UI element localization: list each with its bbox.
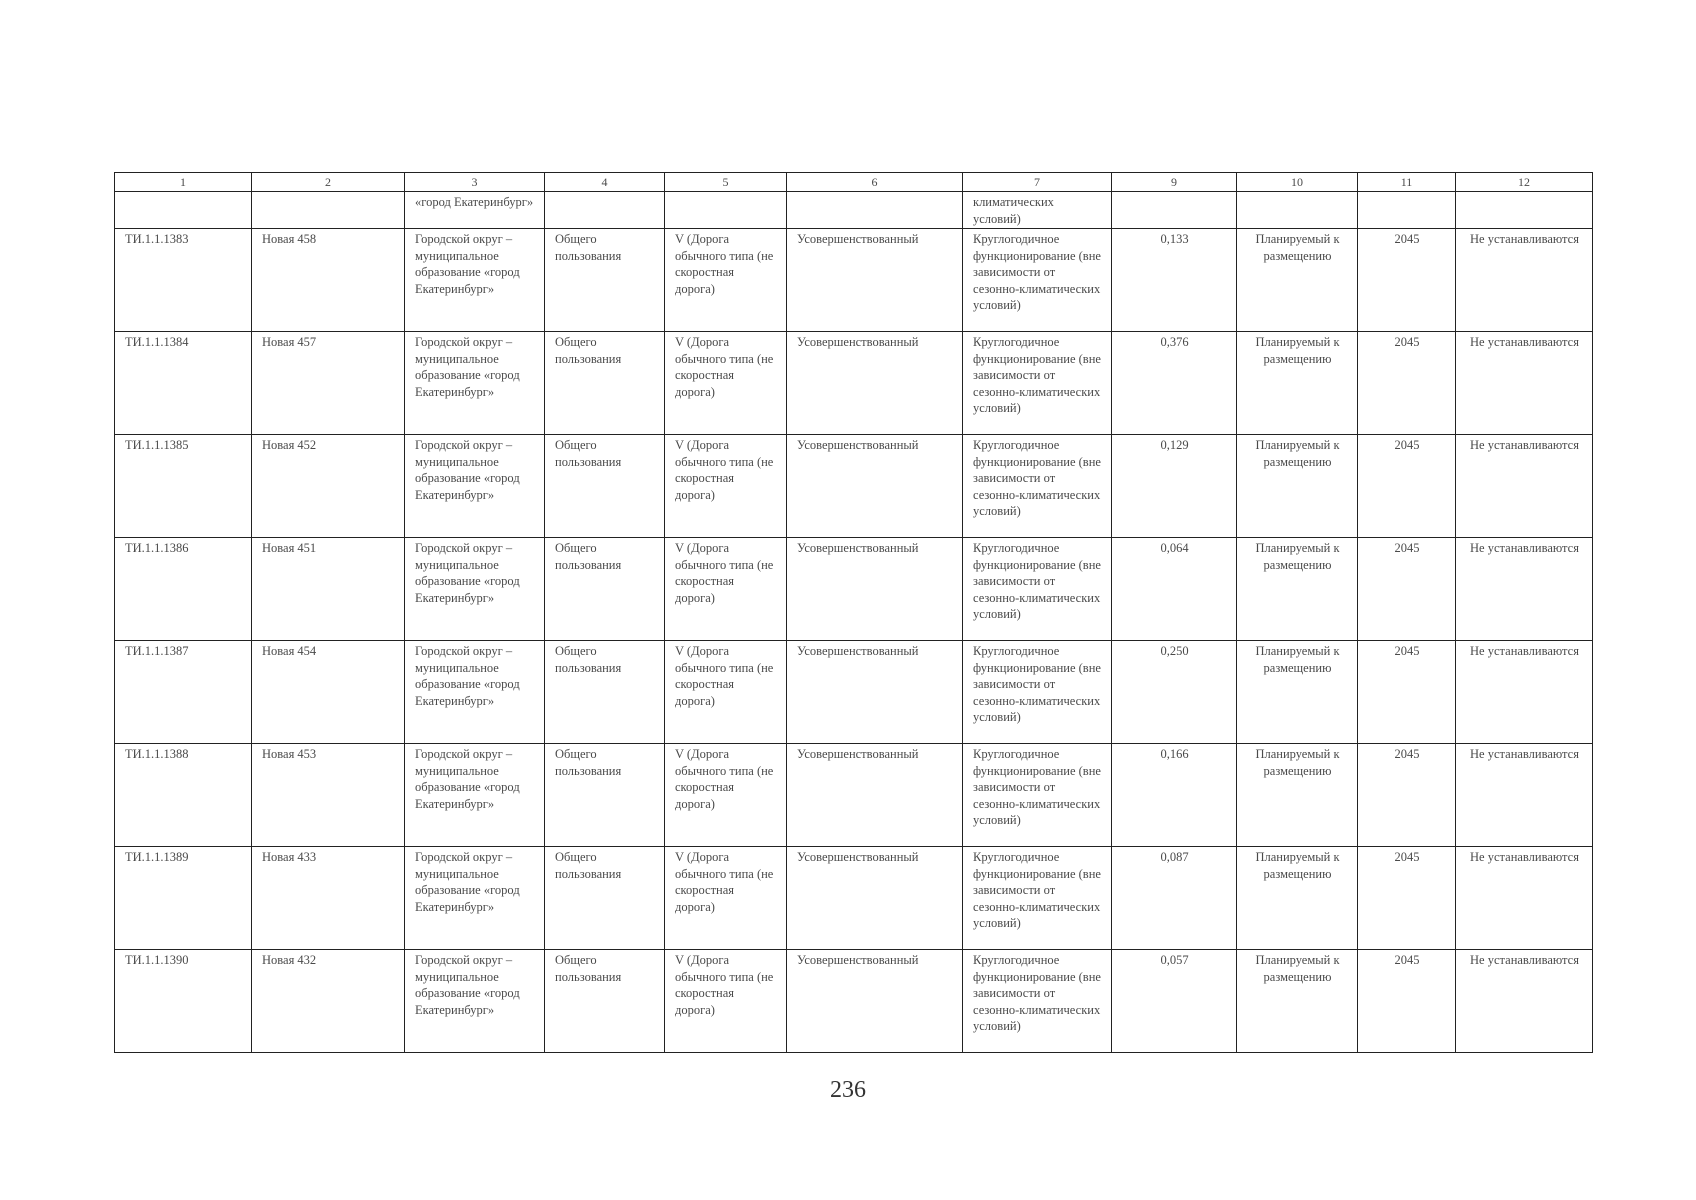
cell-zones: Не устанавливаются — [1456, 641, 1593, 744]
cell-length: 0,057 — [1112, 950, 1237, 1053]
cell-name: Новая 458 — [252, 229, 405, 332]
column-number: 9 — [1112, 173, 1237, 192]
table-row — [115, 744, 1593, 847]
table-row — [115, 332, 1593, 435]
cell-name: Новая 432 — [252, 950, 405, 1053]
cell-name: Новая 433 — [252, 847, 405, 950]
cell-length: 0,064 — [1112, 538, 1237, 641]
cell-zones: Не устанавливаются — [1456, 229, 1593, 332]
cell-id: ТИ.1.1.1387 — [115, 641, 252, 744]
cell-purpose — [545, 192, 665, 229]
cell-operation: Круглогодичное функционирование (вне зависимости от сезонно-климатических условий) — [963, 435, 1112, 538]
cell-status: Планируемый к размещению — [1237, 950, 1358, 1053]
cell-operation: Круглогодичное функционирование (вне зависимости от сезонно-климатических условий) — [963, 332, 1112, 435]
cell-status: Планируемый к размещению — [1237, 229, 1358, 332]
cell-id: ТИ.1.1.1390 — [115, 950, 252, 1053]
table-row — [115, 641, 1593, 744]
column-number: 10 — [1237, 173, 1358, 192]
cell-municipality: Городской округ – муниципальное образование «город Екатеринбург» — [405, 744, 545, 847]
continuation-row — [115, 192, 1593, 229]
cell-purpose: Общего пользования — [545, 950, 665, 1053]
table-row — [115, 538, 1593, 641]
cell-year: 2045 — [1358, 435, 1456, 538]
cell-municipality: Городской округ – муниципальное образование «город Екатеринбург» — [405, 229, 545, 332]
cell-operation: Круглогодичное функционирование (вне зависимости от сезонно-климатических условий) — [963, 744, 1112, 847]
cell-purpose: Общего пользования — [545, 847, 665, 950]
cell-purpose: Общего пользования — [545, 229, 665, 332]
cell-status: Планируемый к размещению — [1237, 538, 1358, 641]
column-number: 3 — [405, 173, 545, 192]
cell-purpose: Общего пользования — [545, 744, 665, 847]
cell-year: 2045 — [1358, 332, 1456, 435]
cell-zones: Не устанавливаются — [1456, 435, 1593, 538]
page-number: 236 — [830, 1077, 866, 1103]
cell-operation: климатических условий) — [963, 192, 1112, 229]
cell-operation: Круглогодичное функционирование (вне зависимости от сезонно-климатических условий) — [963, 847, 1112, 950]
cell-municipality: Городской округ – муниципальное образование «город Екатеринбург» — [405, 332, 545, 435]
cell-zones — [1456, 192, 1593, 229]
cell-name: Новая 457 — [252, 332, 405, 435]
cell-length: 0,250 — [1112, 641, 1237, 744]
column-number-row — [115, 173, 1593, 192]
cell-status — [1237, 192, 1358, 229]
cell-year: 2045 — [1358, 229, 1456, 332]
cell-surface: Усовершенствованный — [787, 229, 963, 332]
cell-municipality: Городской округ – муниципальное образование «город Екатеринбург» — [405, 641, 545, 744]
cell-year — [1358, 192, 1456, 229]
cell-surface: Усовершенствованный — [787, 950, 963, 1053]
table-row — [115, 435, 1593, 538]
cell-surface: Усовершенствованный — [787, 744, 963, 847]
column-number: 1 — [115, 173, 252, 192]
cell-purpose: Общего пользования — [545, 538, 665, 641]
cell-municipality: Городской округ – муниципальное образование «город Екатеринбург» — [405, 950, 545, 1053]
cell-municipality: Городской округ – муниципальное образование «город Екатеринбург» — [405, 538, 545, 641]
cell-name: Новая 452 — [252, 435, 405, 538]
cell-purpose: Общего пользования — [545, 641, 665, 744]
cell-operation: Круглогодичное функционирование (вне зависимости от сезонно-климатических условий) — [963, 229, 1112, 332]
cell-operation: Круглогодичное функционирование (вне зависимости от сезонно-климатических условий) — [963, 950, 1112, 1053]
cell-category: V (Дорога обычного типа (не скоростная дорога) — [665, 332, 787, 435]
cell-status: Планируемый к размещению — [1237, 435, 1358, 538]
cell-surface: Усовершенствованный — [787, 538, 963, 641]
cell-category: V (Дорога обычного типа (не скоростная дорога) — [665, 229, 787, 332]
cell-purpose: Общего пользования — [545, 435, 665, 538]
cell-category: V (Дорога обычного типа (не скоростная дорога) — [665, 435, 787, 538]
cell-name: Новая 451 — [252, 538, 405, 641]
cell-length: 0,376 — [1112, 332, 1237, 435]
table-row — [115, 229, 1593, 332]
cell-id: ТИ.1.1.1386 — [115, 538, 252, 641]
cell-name — [252, 192, 405, 229]
column-number: 6 — [787, 173, 963, 192]
cell-category: V (Дорога обычного типа (не скоростная дорога) — [665, 744, 787, 847]
cell-operation: Круглогодичное функционирование (вне зависимости от сезонно-климатических условий) — [963, 641, 1112, 744]
cell-operation: Круглогодичное функционирование (вне зависимости от сезонно-климатических условий) — [963, 538, 1112, 641]
cell-municipality: Городской округ – муниципальное образование «город Екатеринбург» — [405, 435, 545, 538]
cell-status: Планируемый к размещению — [1237, 744, 1358, 847]
cell-id: ТИ.1.1.1388 — [115, 744, 252, 847]
cell-id: ТИ.1.1.1385 — [115, 435, 252, 538]
cell-zones: Не устанавливаются — [1456, 847, 1593, 950]
cell-name: Новая 454 — [252, 641, 405, 744]
cell-length: 0,129 — [1112, 435, 1237, 538]
cell-municipality: Городской округ – муниципальное образование «город Екатеринбург» — [405, 847, 545, 950]
cell-id — [115, 192, 252, 229]
cell-surface: Усовершенствованный — [787, 641, 963, 744]
cell-year: 2045 — [1358, 538, 1456, 641]
table-row — [115, 950, 1593, 1053]
cell-year: 2045 — [1358, 847, 1456, 950]
cell-id: ТИ.1.1.1384 — [115, 332, 252, 435]
cell-length — [1112, 192, 1237, 229]
cell-id: ТИ.1.1.1383 — [115, 229, 252, 332]
cell-surface: Усовершенствованный — [787, 847, 963, 950]
cell-surface — [787, 192, 963, 229]
cell-zones: Не устанавливаются — [1456, 332, 1593, 435]
cell-category: V (Дорога обычного типа (не скоростная дорога) — [665, 847, 787, 950]
table-row — [115, 847, 1593, 950]
cell-municipality: «город Екатеринбург» — [405, 192, 545, 229]
cell-purpose: Общего пользования — [545, 332, 665, 435]
cell-category: V (Дорога обычного типа (не скоростная дорога) — [665, 950, 787, 1053]
column-number: 4 — [545, 173, 665, 192]
cell-year: 2045 — [1358, 641, 1456, 744]
cell-year: 2045 — [1358, 950, 1456, 1053]
cell-length: 0,133 — [1112, 229, 1237, 332]
cell-surface: Усовершенствованный — [787, 332, 963, 435]
cell-zones: Не устанавливаются — [1456, 950, 1593, 1053]
cell-category: V (Дорога обычного типа (не скоростная дорога) — [665, 538, 787, 641]
column-number: 11 — [1358, 173, 1456, 192]
cell-year: 2045 — [1358, 744, 1456, 847]
cell-surface: Усовершенствованный — [787, 435, 963, 538]
cell-name: Новая 453 — [252, 744, 405, 847]
infrastructure-table — [114, 172, 1593, 1053]
cell-id: ТИ.1.1.1389 — [115, 847, 252, 950]
cell-zones: Не устанавливаются — [1456, 744, 1593, 847]
cell-zones: Не устанавливаются — [1456, 538, 1593, 641]
cell-length: 0,166 — [1112, 744, 1237, 847]
cell-status: Планируемый к размещению — [1237, 332, 1358, 435]
cell-status: Планируемый к размещению — [1237, 641, 1358, 744]
cell-category — [665, 192, 787, 229]
column-number: 12 — [1456, 173, 1593, 192]
column-number: 2 — [252, 173, 405, 192]
cell-category: V (Дорога обычного типа (не скоростная дорога) — [665, 641, 787, 744]
column-number: 5 — [665, 173, 787, 192]
column-number: 7 — [963, 173, 1112, 192]
cell-status: Планируемый к размещению — [1237, 847, 1358, 950]
cell-length: 0,087 — [1112, 847, 1237, 950]
